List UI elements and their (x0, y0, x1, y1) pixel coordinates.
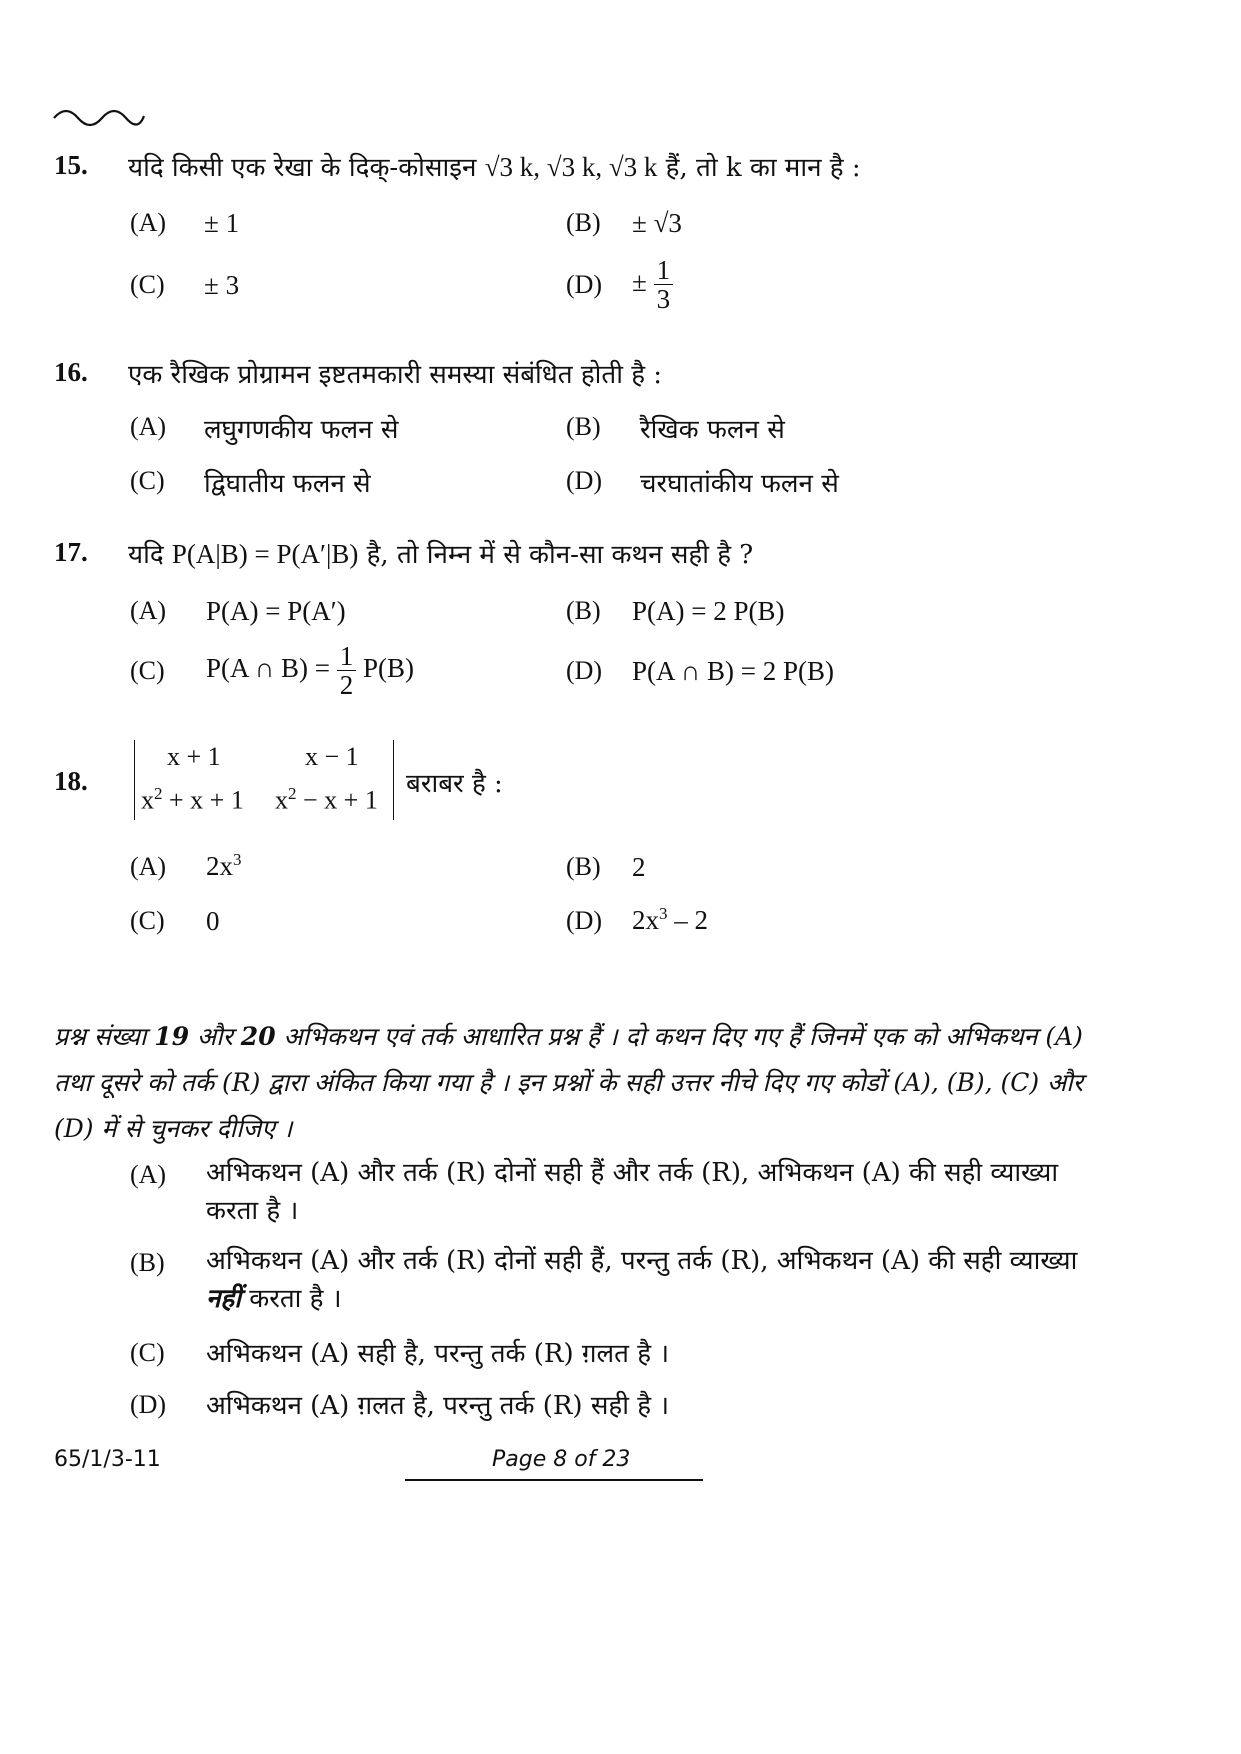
wave-ornament-icon (52, 100, 147, 128)
option-text: P(A) = 2 P(B) (632, 596, 785, 626)
option-text: ± 1 (204, 208, 240, 238)
option-text: लघुगणकीय फलन से (204, 415, 399, 445)
option-text: P(A ∩ B) = 2 P(B) (632, 656, 834, 686)
page-number: Page 8 of 23 (492, 1447, 631, 1472)
stem-text: यदि किसी एक रेखा के दिक्-कोसाइन (128, 153, 477, 183)
option-text: अभिकथन (A) और तर्क (R) दोनों सही हैं, परन्तु तर्क (R), अभिकथन (A) की सही व्याख्या नहीं करता है । (206, 1246, 1078, 1314)
stem-math: √3 k, √3 k, √3 k (484, 152, 658, 182)
option-text: अभिकथन (A) और तर्क (R) दोनों सही हैं और तर्क (R), अभिकथन (A) की सही व्याख्या करता है । (206, 1158, 1059, 1226)
option-label: (D) (566, 270, 603, 299)
option-label: (B) (566, 852, 601, 881)
question-stem: बराबर है : (406, 769, 503, 799)
matrix-cell: x + 1 (167, 742, 221, 771)
option-label: (A) (130, 596, 167, 625)
option-text: रैखिक फलन से (640, 415, 785, 445)
option-label: (D) (566, 466, 603, 495)
option-label: (B) (566, 208, 601, 237)
option-fraction (632, 256, 673, 314)
question-number: 15. (54, 150, 88, 180)
option-label: (B) (566, 412, 601, 441)
question-stem: एक रैखिक प्रोग्रामन इष्टतमकारी समस्या संबंधित होती है : (128, 360, 663, 390)
footer-rule (405, 1479, 703, 1481)
question-stem (128, 535, 753, 571)
option-label: (B) (130, 1248, 165, 1277)
stem-text: हैं, तो k का मान है : (665, 153, 861, 183)
option-text: अभिकथन (A) ग़लत है, परन्तु तर्क (R) सही है । (206, 1391, 670, 1421)
option-label: (C) (130, 656, 165, 685)
option-label: (B) (566, 596, 601, 625)
option-text: ± 3 (204, 270, 240, 300)
option-label: (C) (130, 1338, 165, 1367)
plus-minus: ± (632, 267, 647, 298)
option-text: द्विघातीय फलन से (204, 469, 371, 499)
option-label: (C) (130, 466, 165, 495)
option-text: 0 (206, 906, 220, 936)
option-label: (A) (130, 208, 167, 237)
option-text: 2 (632, 852, 646, 882)
option-text: $2x^3 - 2$ (632, 904, 708, 935)
paper-code: 65/1/3-11 (54, 1447, 161, 1472)
option-label: (A) (130, 852, 167, 881)
option-fraction: P(A ∩ B) = $\frac{1}{2}$ P(B) (206, 641, 415, 701)
question-number: 16. (54, 357, 88, 387)
determinant (134, 740, 394, 820)
matrix-cell: $x^2 + x + 1$ (141, 784, 244, 815)
option-label: (D) (566, 656, 603, 685)
matrix-cell: x − 1 (305, 742, 359, 771)
instruction-paragraph: प्रश्न संख्या 19 और 20 अभिकथन एवं तर्क आधारित प्रश्न हैं । दो कथन दिए गए हैं जिनमें एक को अभिकथन (A) तथा दूसरे को तर्क (R) द्वारा अंकित किया गया है । इन प्रश्नों के सही उत्तर नीचे दिए गए कोडों (A), (B), (C) और (D) में से चुनकर दीजिए । (54, 1022, 1083, 1143)
stem-text: है, तो निम्न में से कौन-सा कथन सही है ? (366, 540, 754, 570)
stem-text: यदि (128, 540, 164, 570)
option-text: चरघातांकीय फलन से (640, 469, 839, 499)
option-label: (C) (130, 270, 165, 299)
fraction: $\frac{1}{2}$ (337, 642, 357, 700)
option-text: अभिकथन (A) सही है, परन्तु तर्क (R) ग़लत है । (206, 1339, 670, 1369)
option-text: P(A) = P(A′) (206, 596, 346, 626)
option-label: (A) (130, 412, 167, 441)
fraction: $\frac{1}{3}$ (654, 256, 674, 314)
matrix-cell: $x^2 - x + 1$ (275, 784, 378, 815)
option-text: $2x^3$ (206, 850, 242, 881)
option-label: (D) (130, 1390, 167, 1419)
option-label: (C) (130, 906, 165, 935)
option-label: (D) (566, 906, 603, 935)
stem-math: P(A|B) = P(A′|B) (171, 539, 359, 569)
question-number: 18. (54, 766, 88, 796)
option-text: ± √3 (632, 208, 682, 238)
question-stem (128, 148, 861, 184)
option-label: (A) (130, 1160, 167, 1189)
question-number: 17. (54, 537, 88, 567)
